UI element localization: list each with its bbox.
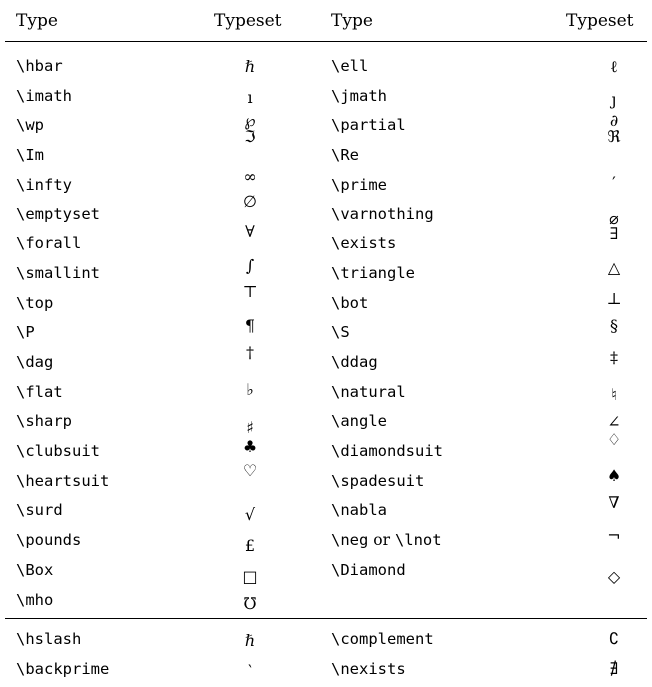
symbol-cell: □ — [242, 567, 258, 586]
header-type-right: Type — [331, 11, 373, 31]
symbol-cell: ♠ — [606, 466, 622, 485]
header-rule — [5, 41, 647, 42]
command-cell: \clubsuit — [16, 442, 100, 460]
symbol-cell: ℜ — [607, 127, 621, 146]
command-cell: \backprime — [16, 660, 110, 678]
command-cell: \hbar — [16, 57, 63, 75]
command-cell: \pounds — [16, 531, 82, 549]
symbol-cell: ‡ — [610, 348, 618, 367]
command-cell: \triangle — [331, 264, 415, 282]
symbol-cell: ♭ — [246, 380, 254, 399]
command-cell: \flat — [16, 383, 63, 401]
or-text: or — [368, 531, 395, 549]
symbol-cell: ∀ — [245, 222, 255, 241]
command-cell: \varnothing — [331, 205, 434, 223]
symbol-cell: ¶ — [244, 316, 256, 335]
symbol-cell: ℘ — [244, 111, 256, 130]
command-cell: \sharp — [16, 412, 72, 430]
command-cell: \P — [16, 323, 35, 341]
command-cell: \exists — [331, 234, 397, 252]
command-cell: \emptyset — [16, 205, 100, 223]
command-cell: \Box — [16, 561, 54, 579]
symbol-cell: ∃ — [609, 224, 619, 243]
command-cell — [331, 530, 442, 550]
command-cell: \diamondsuit — [331, 442, 443, 460]
command-cell: \nexists — [331, 660, 406, 678]
header-type-left: Type — [16, 11, 58, 31]
symbol-cell: ∄ — [609, 659, 619, 678]
command-cell: \Im — [16, 146, 44, 164]
command-cell: \forall — [16, 234, 82, 252]
command-cell: \surd — [16, 501, 63, 519]
command-cell: \top — [16, 294, 54, 312]
symbol-cell: ∂ — [609, 111, 619, 130]
command-cell: \ell — [331, 57, 369, 75]
section-rule — [5, 618, 647, 619]
command-cell: \partial — [331, 116, 406, 134]
command-cell: \smallint — [16, 264, 100, 282]
symbol-cell: ⌀ — [609, 209, 619, 228]
command-cell: \jmath — [331, 87, 387, 105]
symbol-cell: ¬ — [607, 526, 621, 545]
symbol-cell: ℏ — [244, 631, 256, 650]
header-typeset-left: Typeset — [214, 11, 282, 31]
symbol-cell: £ — [244, 536, 256, 555]
symbol-cell: √ — [244, 505, 256, 524]
symbol-cell: ℓ — [610, 57, 618, 76]
command-cell: \Diamond — [331, 561, 406, 579]
command-cell: \infty — [16, 176, 72, 194]
symbol-cell: ♢ — [606, 430, 622, 449]
symbol-cell: ⊤ — [242, 282, 258, 301]
symbol-cell: ◇ — [607, 567, 621, 586]
symbol-cell: ♯ — [246, 418, 254, 437]
symbol-cell: ȷ — [611, 90, 617, 109]
symbol-cell: ♮ — [611, 385, 617, 404]
symbol-cell: ℧ — [243, 594, 257, 613]
symbol-cell: ′ — [612, 173, 616, 192]
symbol-cell: ∞ — [243, 167, 257, 186]
symbol-cell: § — [610, 316, 618, 335]
symbol-cell: ı — [247, 88, 253, 107]
symbol-cell: ∅ — [243, 192, 257, 211]
command-cell: \wp — [16, 116, 44, 134]
command-cell: \imath — [16, 87, 72, 105]
command-cell: \dag — [16, 353, 54, 371]
symbol-cell: ∇ — [608, 493, 620, 512]
command-cell: \S — [331, 323, 350, 341]
command-cell: \bot — [331, 294, 369, 312]
command-cell: \spadesuit — [331, 472, 425, 490]
command-cell: \complement — [331, 630, 434, 648]
symbol-cell: ℑ — [244, 127, 256, 146]
symbol-cell: ‵ — [248, 661, 252, 680]
header-typeset-right: Typeset — [566, 11, 634, 31]
symbol-cell: △ — [607, 258, 621, 277]
command-cell: \angle — [331, 412, 387, 430]
symbol-cell: ℏ — [244, 57, 256, 76]
lnot-command: \lnot — [394, 531, 442, 549]
symbol-cell: ∠ — [607, 412, 621, 431]
command-cell: \heartsuit — [16, 472, 110, 490]
symbol-cell: ♡ — [242, 461, 258, 480]
command-cell: \ddag — [331, 353, 378, 371]
symbol-cell: ∫ — [245, 256, 255, 275]
command-cell: \Re — [331, 146, 359, 164]
command-cell: \hslash — [16, 630, 82, 648]
command-cell: \natural — [331, 383, 406, 401]
neg-command: \neg — [331, 531, 369, 549]
command-cell: \mho — [16, 591, 54, 609]
symbol-cell: ⊥ — [606, 289, 622, 308]
symbol-cell: ♣ — [242, 437, 258, 456]
command-cell: \nabla — [331, 501, 387, 519]
symbol-cell: † — [246, 343, 254, 362]
symbol-cell: ∁ — [608, 629, 620, 648]
command-cell: \prime — [331, 176, 387, 194]
